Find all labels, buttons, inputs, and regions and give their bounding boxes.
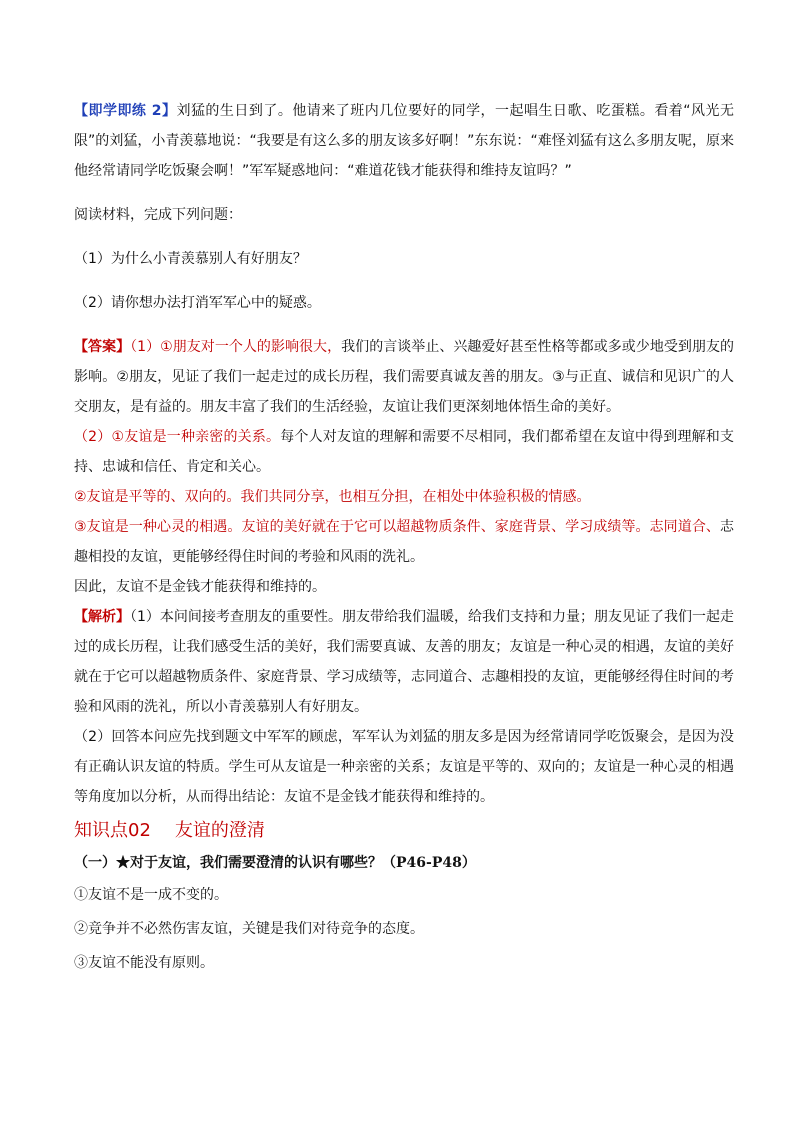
exercise-instruction: 阅读材料，完成下列问题： bbox=[74, 207, 242, 223]
section-title: 友谊的澄清 bbox=[174, 820, 265, 841]
exercise-tag: 【即学即练 2】 bbox=[74, 103, 177, 119]
question-2: （2）请你想办法打消军军心中的疑惑。 bbox=[74, 295, 321, 311]
answer-p1-rest: 我们的言谈举止、兴趣爱好甚至性格等都或多或少地受到朋友的影响。②朋友，见证了我们一起走过的成长历程，我们需要真诚友善的朋友。③与正直、诚信和见识广的人交朋友，是有益的。朋友丰富了我们的生活经验，友谊让我们更深刻地体悟生命的美好。 bbox=[74, 339, 735, 415]
subsection-title: （一）★对于友谊，我们需要澄清的认识有哪些？（P46-P48） bbox=[74, 855, 476, 871]
answer-tag: 【答案】 bbox=[74, 339, 131, 355]
answer-conclusion: 因此，友谊不是金钱才能获得和维持的。 bbox=[74, 579, 326, 595]
list-item: ③友谊不能没有原则。 bbox=[74, 955, 214, 971]
answer-p1-red: （1）①朋友对一个人的影响很大， bbox=[130, 339, 342, 355]
analysis-paragraph-2: （2）回答本问应先找到题文中军军的顾虑，军军认为刘猛的朋友多是因为经常请同学吃饭聚会，是因为没有正确认识友谊的特质。学生可从友谊是一种亲密的关系；友谊是平等的、双向的；友谊是一种心灵的相遇等角度加以分析，从而得出结论：友谊不是金钱才能获得和维持的。 bbox=[74, 729, 734, 805]
question-1: （1）为什么小青羡慕别人有好朋友？ bbox=[74, 251, 307, 267]
answer-p2-rest: 每个人对友谊的理解和需要不尽相同，我们都希望在友谊中得到理解和支持、忠诚和信任、肯定和关心。 bbox=[74, 429, 734, 475]
answer-p4-rest: 志趣相投的友谊，更能够经得住时间的考验和风雨的洗礼。 bbox=[74, 519, 734, 565]
analysis-tag: 【解析】 bbox=[74, 609, 131, 625]
section-number: 知识点02 bbox=[74, 820, 151, 841]
answer-paragraph-2 bbox=[74, 422, 734, 482]
exercise-story bbox=[74, 96, 734, 186]
document-page bbox=[74, 96, 734, 980]
exercise-story-text: 刘猛的生日到了。他请来了班内几位要好的同学，一起唱生日歌、吃蛋糕。看着“风光无限”的刘猛，小青羡慕地说：“我要是有这么多的朋友该多好啊！”东东说：“难怪刘猛有这么多朋友呢，原来他经常请同学吃饭聚会啊！”军军疑惑地问：“难道花钱才能获得和维持友谊吗？” bbox=[74, 103, 734, 179]
analysis-p1: （1）本问间接考查朋友的重要性。朋友带给我们温暖，给我们支持和力量；朋友见证了我们一起走过的成长历程，让我们感受生活的美好，我们需要真诚、友善的朋友；友谊是一种心灵的相遇，友谊的美好就在于它可以超越物质条件、家庭背景、学习成绩等，志同道合、志趣相投的友谊，更能够经得住时间的考验和风雨的洗礼，所以小青羡慕别人有好朋友。 bbox=[74, 609, 735, 715]
list-item: ①友谊不是一成不变的。 bbox=[74, 887, 228, 903]
analysis-paragraph-1 bbox=[74, 602, 734, 722]
answer-p2-red: （2）①友谊是一种亲密的关系。 bbox=[74, 429, 281, 445]
answer-p4-red: ③友谊是一种心灵的相遇。友谊的美好就在于它可以超越物质条件、家庭背景、学习成绩等。志同道合、 bbox=[74, 519, 720, 535]
list-item: ②竞争并不必然伤害友谊，关键是我们对待竞争的态度。 bbox=[74, 921, 424, 937]
answer-paragraph-1 bbox=[74, 332, 734, 422]
answer-paragraph-3: ②友谊是平等的、双向的。我们共同分享，也相互分担，在相处中体验积极的情感。 bbox=[74, 489, 591, 505]
answer-paragraph-4 bbox=[74, 512, 734, 572]
section-heading bbox=[74, 816, 734, 846]
